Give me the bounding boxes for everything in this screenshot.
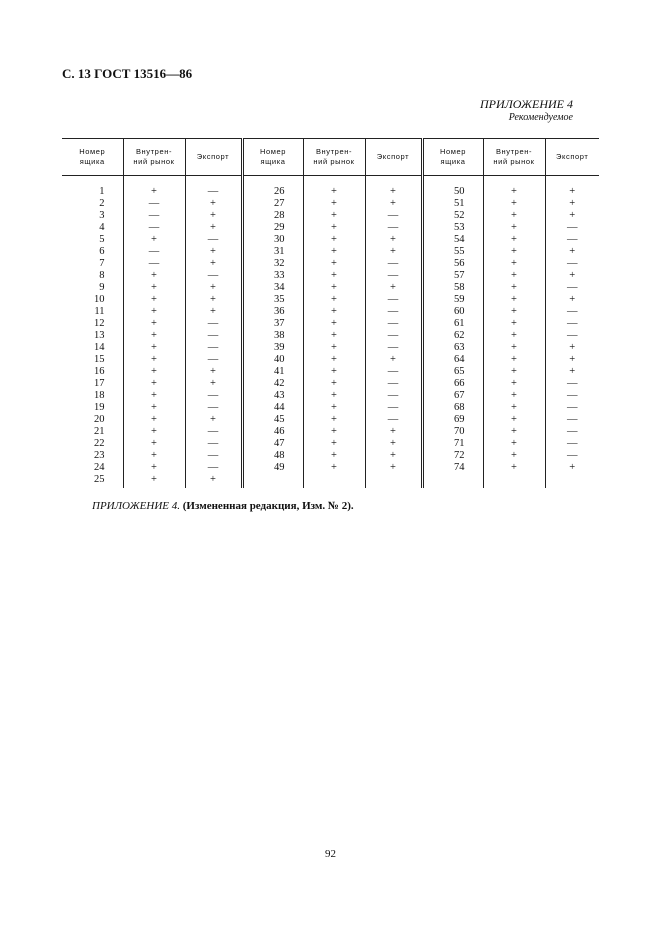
column-header-domestic-market: Внутрен- ний рынок bbox=[303, 139, 365, 176]
cell-export: + bbox=[365, 282, 422, 294]
cell-box-number: 61 bbox=[422, 318, 483, 330]
cell-export: + bbox=[365, 354, 422, 366]
table-row bbox=[62, 176, 599, 199]
cell-export: — bbox=[185, 234, 242, 246]
cell-domestic-market: + bbox=[483, 210, 545, 222]
table-row bbox=[62, 330, 599, 342]
cell-export: — bbox=[545, 426, 599, 438]
cell-export: + bbox=[185, 474, 242, 488]
cell-export: — bbox=[365, 414, 422, 426]
column-header-export: Экспорт bbox=[185, 139, 242, 176]
cell-box-number: 31 bbox=[242, 246, 303, 258]
cell-export: — bbox=[185, 330, 242, 342]
cell-box-number: 13 bbox=[94, 330, 105, 341]
cell-domestic-market: + bbox=[303, 306, 365, 318]
cell-box-number: 14 bbox=[94, 342, 105, 353]
cell-box-number: 8 bbox=[99, 270, 105, 281]
table-row bbox=[62, 282, 599, 294]
cell-box-number: 53 bbox=[422, 222, 483, 234]
cell-export: — bbox=[545, 330, 599, 342]
cell-export: — bbox=[545, 378, 599, 390]
cell-domestic-market: + bbox=[483, 414, 545, 426]
column-header-export: Экспорт bbox=[545, 139, 599, 176]
table-row bbox=[62, 234, 599, 246]
cell-export: + bbox=[185, 306, 242, 318]
cell-domestic-market: + bbox=[483, 198, 545, 210]
cell-box-number: 12 bbox=[94, 318, 105, 329]
cell-export: + bbox=[545, 342, 599, 354]
cell-export: + bbox=[365, 198, 422, 210]
revision-note bbox=[92, 500, 354, 512]
cell-domestic-market: + bbox=[483, 222, 545, 234]
table-header-row bbox=[62, 139, 599, 176]
cell-domestic-market: + bbox=[303, 270, 365, 282]
cell-export: — bbox=[545, 450, 599, 462]
cell-export: — bbox=[365, 390, 422, 402]
table-row bbox=[62, 246, 599, 258]
cell-box-number: 64 bbox=[422, 354, 483, 366]
cell-box-number bbox=[422, 474, 483, 488]
cell-domestic-market: + bbox=[303, 414, 365, 426]
cell-box-number: 25 bbox=[94, 474, 105, 485]
cell-box-number: 47 bbox=[242, 438, 303, 450]
table-row bbox=[62, 258, 599, 270]
cell-box-number: 4 bbox=[99, 222, 105, 233]
cell-box-number: 16 bbox=[94, 366, 105, 377]
cell-export: — bbox=[185, 450, 242, 462]
table-row bbox=[62, 426, 599, 438]
column-header-box-number: Номер ящика bbox=[422, 139, 483, 176]
cell-export: + bbox=[185, 258, 242, 270]
cell-box-number: 28 bbox=[242, 210, 303, 222]
cell-box-number: 54 bbox=[422, 234, 483, 246]
cell-export: + bbox=[365, 462, 422, 474]
cell-box-number: 5 bbox=[99, 234, 105, 245]
table-row bbox=[62, 450, 599, 462]
cell-box-number: 44 bbox=[242, 402, 303, 414]
cell-export: + bbox=[545, 210, 599, 222]
table-row bbox=[62, 462, 599, 474]
cell-export: — bbox=[365, 210, 422, 222]
cell-export: — bbox=[185, 390, 242, 402]
cell-box-number: 51 bbox=[422, 198, 483, 210]
cell-export: — bbox=[365, 222, 422, 234]
cell-export: — bbox=[365, 366, 422, 378]
cell-box-number: 24 bbox=[94, 462, 105, 473]
cell-box-number: 65 bbox=[422, 366, 483, 378]
cell-export: + bbox=[545, 246, 599, 258]
table-row bbox=[62, 222, 599, 234]
table-row bbox=[62, 270, 599, 282]
cell-export: — bbox=[185, 402, 242, 414]
cell-export: — bbox=[545, 306, 599, 318]
cell-box-number: 59 bbox=[422, 294, 483, 306]
cell-box-number: 9 bbox=[99, 282, 105, 293]
cell-export: — bbox=[185, 426, 242, 438]
cell-domestic-market: + bbox=[483, 354, 545, 366]
cell-export: + bbox=[185, 198, 242, 210]
cell-export: + bbox=[365, 246, 422, 258]
cell-domestic-market: + bbox=[303, 378, 365, 390]
cell-domestic-market: + bbox=[483, 294, 545, 306]
cell-box-number: 69 bbox=[422, 414, 483, 426]
cell-box-number: 33 bbox=[242, 270, 303, 282]
cell-domestic-market: + bbox=[483, 426, 545, 438]
cell-box-number: 11 bbox=[94, 306, 105, 317]
cell-export: + bbox=[185, 222, 242, 234]
cell-domestic-market: + bbox=[123, 354, 185, 366]
cell-box-number: 72 bbox=[422, 450, 483, 462]
cell-box-number: 45 bbox=[242, 414, 303, 426]
cell-domestic-market: + bbox=[483, 258, 545, 270]
cell-domestic-market: + bbox=[123, 294, 185, 306]
cell-export: — bbox=[365, 342, 422, 354]
cell-export: — bbox=[545, 234, 599, 246]
table-row bbox=[62, 318, 599, 330]
cell-export: — bbox=[185, 318, 242, 330]
cell-box-number: 71 bbox=[422, 438, 483, 450]
cell-export: — bbox=[365, 270, 422, 282]
cell-export: + bbox=[365, 450, 422, 462]
cell-export: + bbox=[365, 438, 422, 450]
cell-export: + bbox=[365, 176, 422, 199]
cell-box-number: 26 bbox=[242, 176, 303, 199]
cell-export: + bbox=[185, 414, 242, 426]
cell-export: — bbox=[185, 176, 242, 199]
cell-box-number: 15 bbox=[94, 354, 105, 365]
column-header-domestic-market: Внутрен- ний рынок bbox=[123, 139, 185, 176]
cell-export: — bbox=[365, 378, 422, 390]
cell-domestic-market: — bbox=[123, 198, 185, 210]
column-header-box-number: Номер ящика bbox=[62, 139, 123, 176]
cell-export: — bbox=[365, 330, 422, 342]
cell-box-number: 30 bbox=[242, 234, 303, 246]
cell-domestic-market: + bbox=[483, 176, 545, 199]
cell-domestic-market: + bbox=[483, 450, 545, 462]
cell-domestic-market: + bbox=[123, 390, 185, 402]
cell-export: + bbox=[545, 354, 599, 366]
cell-domestic-market: + bbox=[483, 342, 545, 354]
cell-box-number: 6 bbox=[99, 246, 105, 257]
cell-domestic-market: + bbox=[303, 462, 365, 474]
cell-export bbox=[545, 474, 599, 488]
cell-domestic-market: + bbox=[123, 282, 185, 294]
cell-export: — bbox=[545, 258, 599, 270]
cell-box-number: 63 bbox=[422, 342, 483, 354]
table-body bbox=[62, 176, 599, 489]
cell-domestic-market: + bbox=[483, 378, 545, 390]
cell-box-number: 56 bbox=[422, 258, 483, 270]
cell-box-number: 67 bbox=[422, 390, 483, 402]
cell-box-number: 17 bbox=[94, 378, 105, 389]
table-row bbox=[62, 390, 599, 402]
cell-domestic-market: + bbox=[303, 210, 365, 222]
cell-export: + bbox=[185, 210, 242, 222]
cell-box-number: 62 bbox=[422, 330, 483, 342]
table-row bbox=[62, 354, 599, 366]
cell-export: + bbox=[185, 294, 242, 306]
page-number: 92 bbox=[325, 848, 336, 860]
cell-box-number: 55 bbox=[422, 246, 483, 258]
table-row bbox=[62, 342, 599, 354]
cell-export: + bbox=[185, 378, 242, 390]
cell-domestic-market: + bbox=[123, 330, 185, 342]
cell-export: + bbox=[365, 426, 422, 438]
cell-domestic-market: — bbox=[123, 258, 185, 270]
cell-domestic-market: + bbox=[303, 258, 365, 270]
cell-domestic-market: + bbox=[303, 318, 365, 330]
cell-box-number: 50 bbox=[422, 176, 483, 199]
cell-domestic-market: + bbox=[123, 342, 185, 354]
cell-box-number: 10 bbox=[94, 294, 105, 305]
cell-domestic-market: + bbox=[483, 234, 545, 246]
cell-box-number: 66 bbox=[422, 378, 483, 390]
cell-domestic-market: + bbox=[303, 390, 365, 402]
cell-export: — bbox=[365, 318, 422, 330]
cell-domestic-market: + bbox=[123, 234, 185, 246]
cell-export: — bbox=[545, 402, 599, 414]
table-row bbox=[62, 294, 599, 306]
cell-box-number: 68 bbox=[422, 402, 483, 414]
cell-domestic-market: + bbox=[483, 318, 545, 330]
cell-export: + bbox=[545, 462, 599, 474]
cell-domestic-market: + bbox=[303, 354, 365, 366]
table-row bbox=[62, 402, 599, 414]
table-row bbox=[62, 438, 599, 450]
cell-export: — bbox=[185, 342, 242, 354]
table-row bbox=[62, 210, 599, 222]
cell-domestic-market: + bbox=[483, 270, 545, 282]
cell-box-number: 74 bbox=[422, 462, 483, 474]
cell-export: — bbox=[545, 318, 599, 330]
cell-box-number: 41 bbox=[242, 366, 303, 378]
table-row bbox=[62, 414, 599, 426]
cell-box-number: 46 bbox=[242, 426, 303, 438]
cell-export: + bbox=[185, 282, 242, 294]
cell-box-number: 3 bbox=[99, 210, 105, 221]
cell-export: — bbox=[185, 270, 242, 282]
cell-domestic-market: + bbox=[123, 474, 185, 488]
cell-box-number: 40 bbox=[242, 354, 303, 366]
table-row bbox=[62, 306, 599, 318]
cell-export: — bbox=[185, 462, 242, 474]
cell-domestic-market: + bbox=[303, 282, 365, 294]
cell-box-number bbox=[242, 474, 303, 488]
cell-box-number: 39 bbox=[242, 342, 303, 354]
cell-export: — bbox=[365, 258, 422, 270]
cell-export: — bbox=[185, 438, 242, 450]
table-row bbox=[62, 366, 599, 378]
cell-domestic-market: + bbox=[483, 282, 545, 294]
cell-box-number: 27 bbox=[242, 198, 303, 210]
cell-domestic-market: + bbox=[123, 450, 185, 462]
table-row bbox=[62, 474, 599, 488]
cell-box-number: 20 bbox=[94, 414, 105, 425]
cell-domestic-market: + bbox=[123, 318, 185, 330]
annex-subtitle: Рекомендуемое bbox=[508, 112, 573, 123]
table-row bbox=[62, 198, 599, 210]
annex-title: ПРИЛОЖЕНИЕ 4 bbox=[480, 97, 573, 111]
cell-box-number: 52 bbox=[422, 210, 483, 222]
cell-domestic-market: + bbox=[123, 306, 185, 318]
cell-box-number: 60 bbox=[422, 306, 483, 318]
cell-domestic-market: + bbox=[123, 378, 185, 390]
cell-export: — bbox=[545, 414, 599, 426]
cell-export: + bbox=[545, 366, 599, 378]
cell-domestic-market: + bbox=[303, 330, 365, 342]
cell-box-number: 38 bbox=[242, 330, 303, 342]
cell-box-number: 23 bbox=[94, 450, 105, 461]
cell-box-number: 22 bbox=[94, 438, 105, 449]
cell-box-number: 34 bbox=[242, 282, 303, 294]
cell-domestic-market bbox=[483, 474, 545, 488]
cell-domestic-market: + bbox=[303, 294, 365, 306]
cell-box-number: 48 bbox=[242, 450, 303, 462]
cell-domestic-market: — bbox=[123, 222, 185, 234]
cell-export: — bbox=[545, 282, 599, 294]
cell-export: — bbox=[545, 438, 599, 450]
cell-export: — bbox=[545, 222, 599, 234]
cell-domestic-market: + bbox=[303, 450, 365, 462]
cell-domestic-market: + bbox=[303, 342, 365, 354]
column-header-export: Экспорт bbox=[365, 139, 422, 176]
cell-domestic-market: + bbox=[303, 222, 365, 234]
cell-box-number: 2 bbox=[99, 198, 105, 209]
cell-export: — bbox=[365, 306, 422, 318]
cell-domestic-market: + bbox=[483, 330, 545, 342]
cell-export: — bbox=[365, 294, 422, 306]
cell-domestic-market: + bbox=[123, 462, 185, 474]
cell-box-number: 36 bbox=[242, 306, 303, 318]
cell-box-number: 37 bbox=[242, 318, 303, 330]
cell-box-number: 57 bbox=[422, 270, 483, 282]
column-header-box-number: Номер ящика bbox=[242, 139, 303, 176]
cell-export: + bbox=[545, 294, 599, 306]
cell-domestic-market: + bbox=[123, 176, 185, 199]
annex-heading bbox=[480, 98, 573, 124]
cell-domestic-market: + bbox=[303, 438, 365, 450]
cell-box-number: 49 bbox=[242, 462, 303, 474]
cell-export: + bbox=[185, 366, 242, 378]
cell-box-number: 58 bbox=[422, 282, 483, 294]
cell-domestic-market: + bbox=[483, 246, 545, 258]
cell-export: — bbox=[185, 354, 242, 366]
cell-domestic-market: — bbox=[123, 210, 185, 222]
revision-note-text: (Измененная редакция, Изм. № 2). bbox=[182, 500, 354, 512]
cell-domestic-market: + bbox=[123, 270, 185, 282]
cell-export: + bbox=[545, 176, 599, 199]
cell-export: + bbox=[185, 246, 242, 258]
cell-domestic-market: + bbox=[303, 366, 365, 378]
document-header: С. 13 ГОСТ 13516—86 bbox=[62, 66, 193, 81]
cell-domestic-market: + bbox=[483, 390, 545, 402]
cell-box-number: 7 bbox=[99, 258, 105, 269]
column-header-domestic-market: Внутрен- ний рынок bbox=[483, 139, 545, 176]
cell-domestic-market: + bbox=[123, 366, 185, 378]
cell-export bbox=[365, 474, 422, 488]
cell-box-number: 1 bbox=[99, 186, 105, 197]
box-distribution-table bbox=[62, 138, 599, 488]
cell-domestic-market: + bbox=[123, 426, 185, 438]
cell-domestic-market: + bbox=[483, 402, 545, 414]
cell-export: + bbox=[365, 234, 422, 246]
cell-domestic-market: + bbox=[123, 402, 185, 414]
cell-box-number: 42 bbox=[242, 378, 303, 390]
cell-domestic-market: + bbox=[303, 402, 365, 414]
cell-domestic-market: + bbox=[483, 462, 545, 474]
cell-box-number: 29 bbox=[242, 222, 303, 234]
cell-domestic-market: + bbox=[303, 426, 365, 438]
cell-domestic-market: + bbox=[303, 246, 365, 258]
revision-note-annex: ПРИЛОЖЕНИЕ 4. bbox=[92, 500, 180, 512]
cell-domestic-market: + bbox=[303, 198, 365, 210]
cell-domestic-market: + bbox=[123, 414, 185, 426]
cell-box-number: 35 bbox=[242, 294, 303, 306]
cell-domestic-market: + bbox=[483, 366, 545, 378]
cell-domestic-market: — bbox=[123, 246, 185, 258]
cell-box-number: 19 bbox=[94, 402, 105, 413]
cell-export: + bbox=[545, 270, 599, 282]
cell-box-number: 21 bbox=[94, 426, 105, 437]
cell-export: — bbox=[365, 402, 422, 414]
table-row bbox=[62, 378, 599, 390]
cell-box-number: 32 bbox=[242, 258, 303, 270]
cell-box-number: 18 bbox=[94, 390, 105, 401]
cell-box-number: 70 bbox=[422, 426, 483, 438]
cell-domestic-market: + bbox=[303, 176, 365, 199]
cell-domestic-market: + bbox=[483, 438, 545, 450]
cell-domestic-market bbox=[303, 474, 365, 488]
cell-domestic-market: + bbox=[123, 438, 185, 450]
cell-export: — bbox=[545, 390, 599, 402]
cell-export: + bbox=[545, 198, 599, 210]
cell-box-number: 43 bbox=[242, 390, 303, 402]
cell-domestic-market: + bbox=[303, 234, 365, 246]
cell-domestic-market: + bbox=[483, 306, 545, 318]
